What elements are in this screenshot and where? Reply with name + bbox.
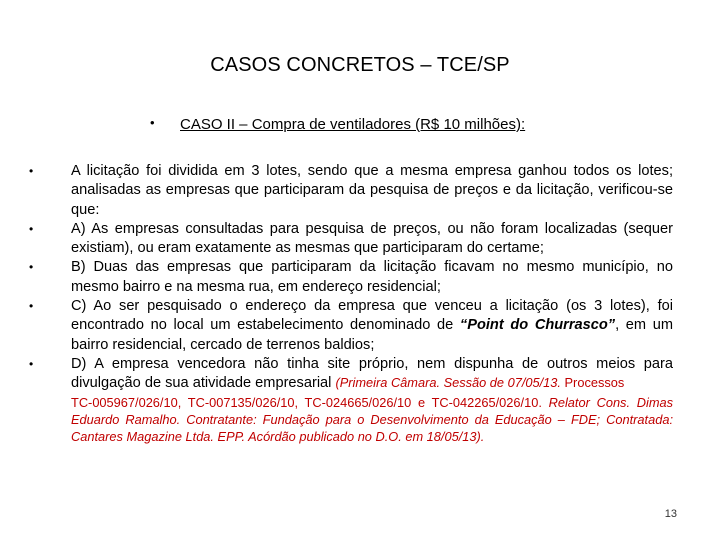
reference-block [29,394,673,446]
page-number: 13 [664,508,677,520]
list-item [29,220,673,259]
list-item [29,162,673,220]
list-item [29,355,673,394]
bullet-icon: • [29,356,34,371]
bullet-icon: • [150,115,155,130]
reference-details: Relator Cons. Dimas Eduardo Ramalho. Contratante: Fundação para o Desenvolvimento da Educação – FDE; Contratada: Cantares Magazine Ltda. EPP. Acórdão publicado no D.O. em 18/05/13). [71,394,673,445]
slide-body [29,162,673,446]
bullet-icon: • [29,164,34,178]
reference-process-numbers: TC-005967/026/10, TC-007135/026/10, TC-024665/026/10 e TC-042265/026/10. [71,394,542,410]
case-subtitle-text: CASO II – Compra de ventiladores (R$ 10 milhões): [180,116,526,133]
bullet-icon: • [29,221,34,236]
list-item [29,297,673,355]
item-text: A licitação foi dividida em 3 lotes, sendo que a mesma empresa ganhou todos os lotes; analisadas as empresas que participaram da pesquisa de preços e da licitação, verificou-se que: [71,163,673,218]
list-item [29,258,673,297]
item-text: A) As empresas consultadas para pesquisa de preços, ou não foram localizadas (sequer existiam), ou eram exatamente as mesmas que participaram do certame; [71,220,673,257]
bullet-icon: • [29,299,34,314]
point-do-churrasco-highlight: “Point do Churrasco” [459,317,616,334]
reference-inline-plain: Processos [560,375,625,391]
item-text: B) Duas das empresas que participaram da licitação ficavam no mesmo município, no mesmo bairro e na mesma rua, em endereço residencial; [71,259,673,295]
slide-title: CASOS CONCRETOS – TCE/SP [210,54,510,76]
bullet-icon: • [29,260,34,275]
item-text: D) A empresa vencedora não tinha site próprio, nem dispunha de outros meios para divulgação de sua atividade empresarial [71,355,673,392]
item-text: C) Ao ser pesquisado o endereço da empresa que venceu a licitação (os 3 lotes), foi encontrado no local um estabelecimento denominado de [71,298,673,334]
item-text-after: , em um bairro residencial, cercado de terrenos baldios; [71,317,674,353]
reference-inline: (Primeira Câmara. Sessão de 07/05/13. [335,375,561,391]
